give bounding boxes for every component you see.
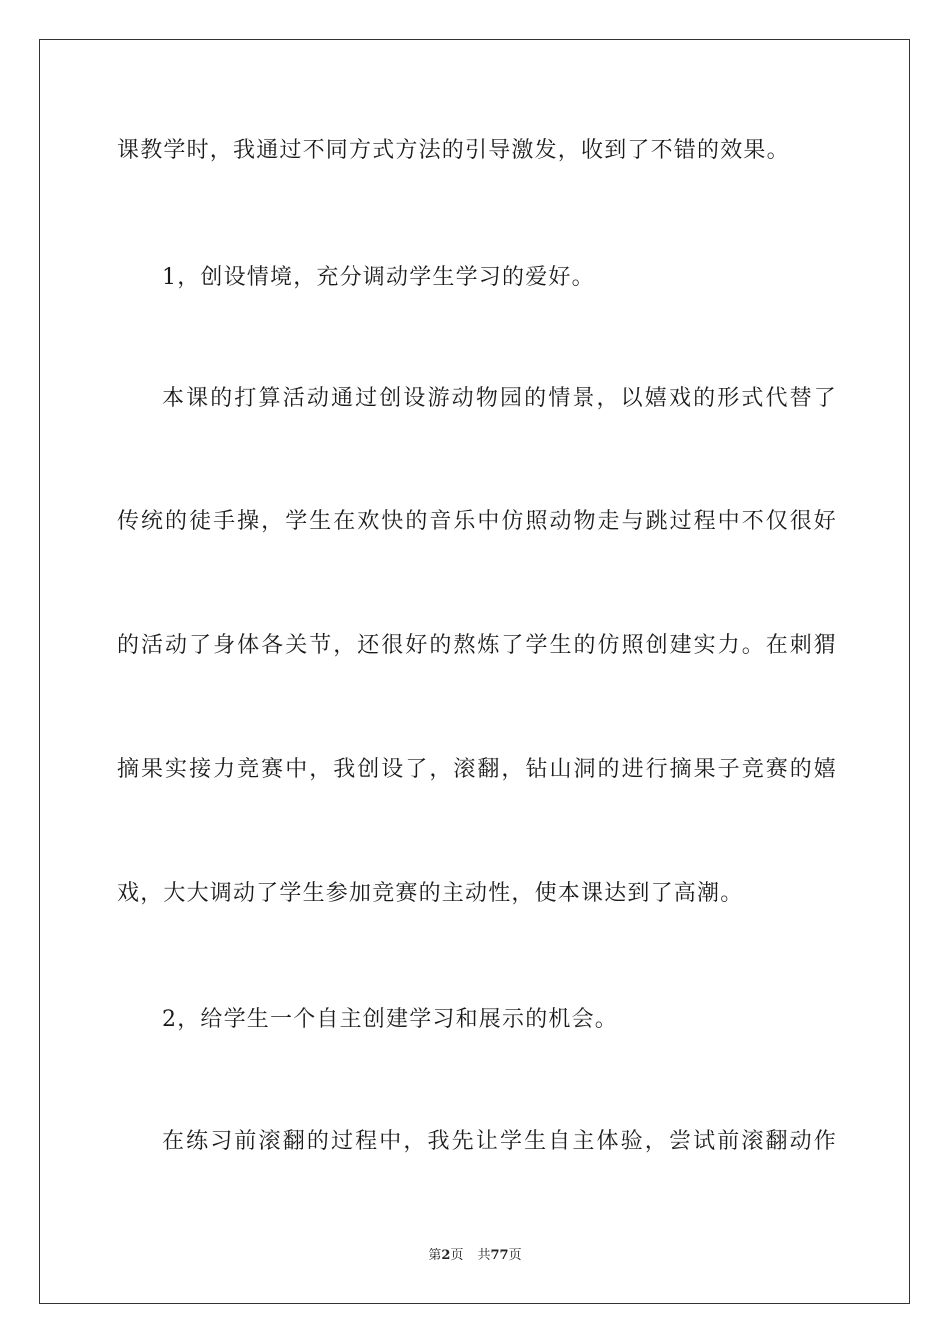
page-suffix: 页 (450, 1248, 464, 1263)
section-heading-2: 2，给学生一个自主创建学习和展示的机会。 (162, 1007, 618, 1032)
total-prefix: 共 (477, 1248, 491, 1263)
paragraph-line: 本课的打算活动通过创设游动物园的情景，以嬉戏的形式代替了 (162, 386, 837, 411)
total-pages: 77 (490, 1248, 509, 1263)
paragraph-line: 在练习前滚翻的过程中，我先让学生自主体验，尝试前滚翻动作 (162, 1129, 837, 1154)
page-prefix: 第 (428, 1248, 442, 1263)
paragraph-line: 摘果实接力竞赛中，我创设了，滚翻，钻山洞的进行摘果子竞赛的嬉 (117, 757, 837, 782)
paragraph-line: 课教学时，我通过不同方式方法的引导激发，收到了不错的效果。 (117, 138, 790, 163)
section-heading-1: 1，创设情境，充分调动学生学习的爱好。 (162, 265, 595, 290)
page-number: 2 (441, 1248, 451, 1263)
page-border (39, 39, 910, 1304)
page-footer (0, 1247, 950, 1265)
paragraph-line: 的活动了身体各关节，还很好的熬炼了学生的仿照创建实力。在刺猬 (117, 633, 837, 658)
paragraph-line: 传统的徒手操，学生在欢快的音乐中仿照动物走与跳过程中不仅很好 (117, 509, 837, 534)
total-suffix: 页 (508, 1248, 522, 1263)
paragraph-line: 戏，大大调动了学生参加竞赛的主动性，使本课达到了高潮。 (117, 881, 744, 906)
